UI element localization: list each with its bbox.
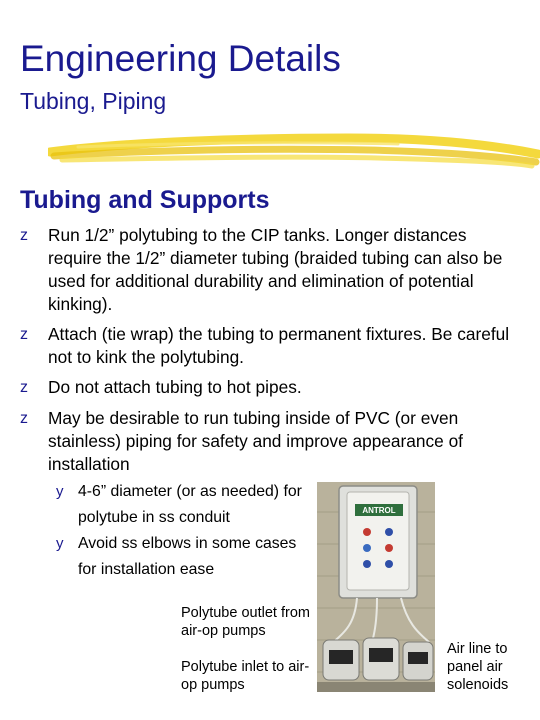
bullet-item [20, 323, 520, 369]
bullet-text: May be desirable to run tubing inside of PVC (or even stainless) piping for safety and improve appearance of installation [48, 408, 463, 474]
bullet-item [20, 407, 520, 476]
bullet-marker: z [20, 379, 28, 396]
bullet-text: Run 1/2” polytubing to the CIP tanks. Longer distances require the 1/2” diameter tubing (braided tubing can also be used for additional durability and elimination of potential kinking). [48, 225, 503, 314]
bullet-marker: z [20, 227, 28, 244]
sub-bullet-item [56, 531, 316, 583]
bullet-text: Do not attach tubing to hot pipes. [48, 377, 302, 397]
bullet-text: Attach (tie wrap) the tubing to permanent fixtures. Be careful not to kink the polytubing. [48, 324, 510, 367]
section-heading: Tubing and Supports [20, 186, 270, 214]
slide-subtitle: Tubing, Piping [20, 88, 167, 114]
caption-air-line: Air line to panel air solenoids [447, 641, 509, 693]
panel-brand-label: ANTROL [362, 506, 396, 515]
slide-title: Engineering Details [20, 38, 341, 79]
caption-outlet: Polytube outlet from air-op pumps [181, 605, 310, 639]
sub-bullet-text: Avoid ss elbows in some cases for installation ease [78, 535, 297, 578]
bullet-marker: z [20, 410, 28, 427]
bullet-marker: z [20, 326, 28, 343]
sub-bullet-marker: y [56, 535, 64, 552]
bullet-item [20, 376, 520, 399]
sub-bullet-item [56, 479, 316, 531]
bullet-item [20, 224, 520, 316]
caption-inlet: Polytube inlet to air-op pumps [181, 659, 310, 693]
installation-photo [317, 482, 435, 692]
sub-bullet-text: 4-6” diameter (or as needed) for polytube in ss conduit [78, 483, 302, 526]
highlighter-stroke-decoration [48, 132, 540, 174]
sub-bullet-marker: y [56, 483, 64, 500]
